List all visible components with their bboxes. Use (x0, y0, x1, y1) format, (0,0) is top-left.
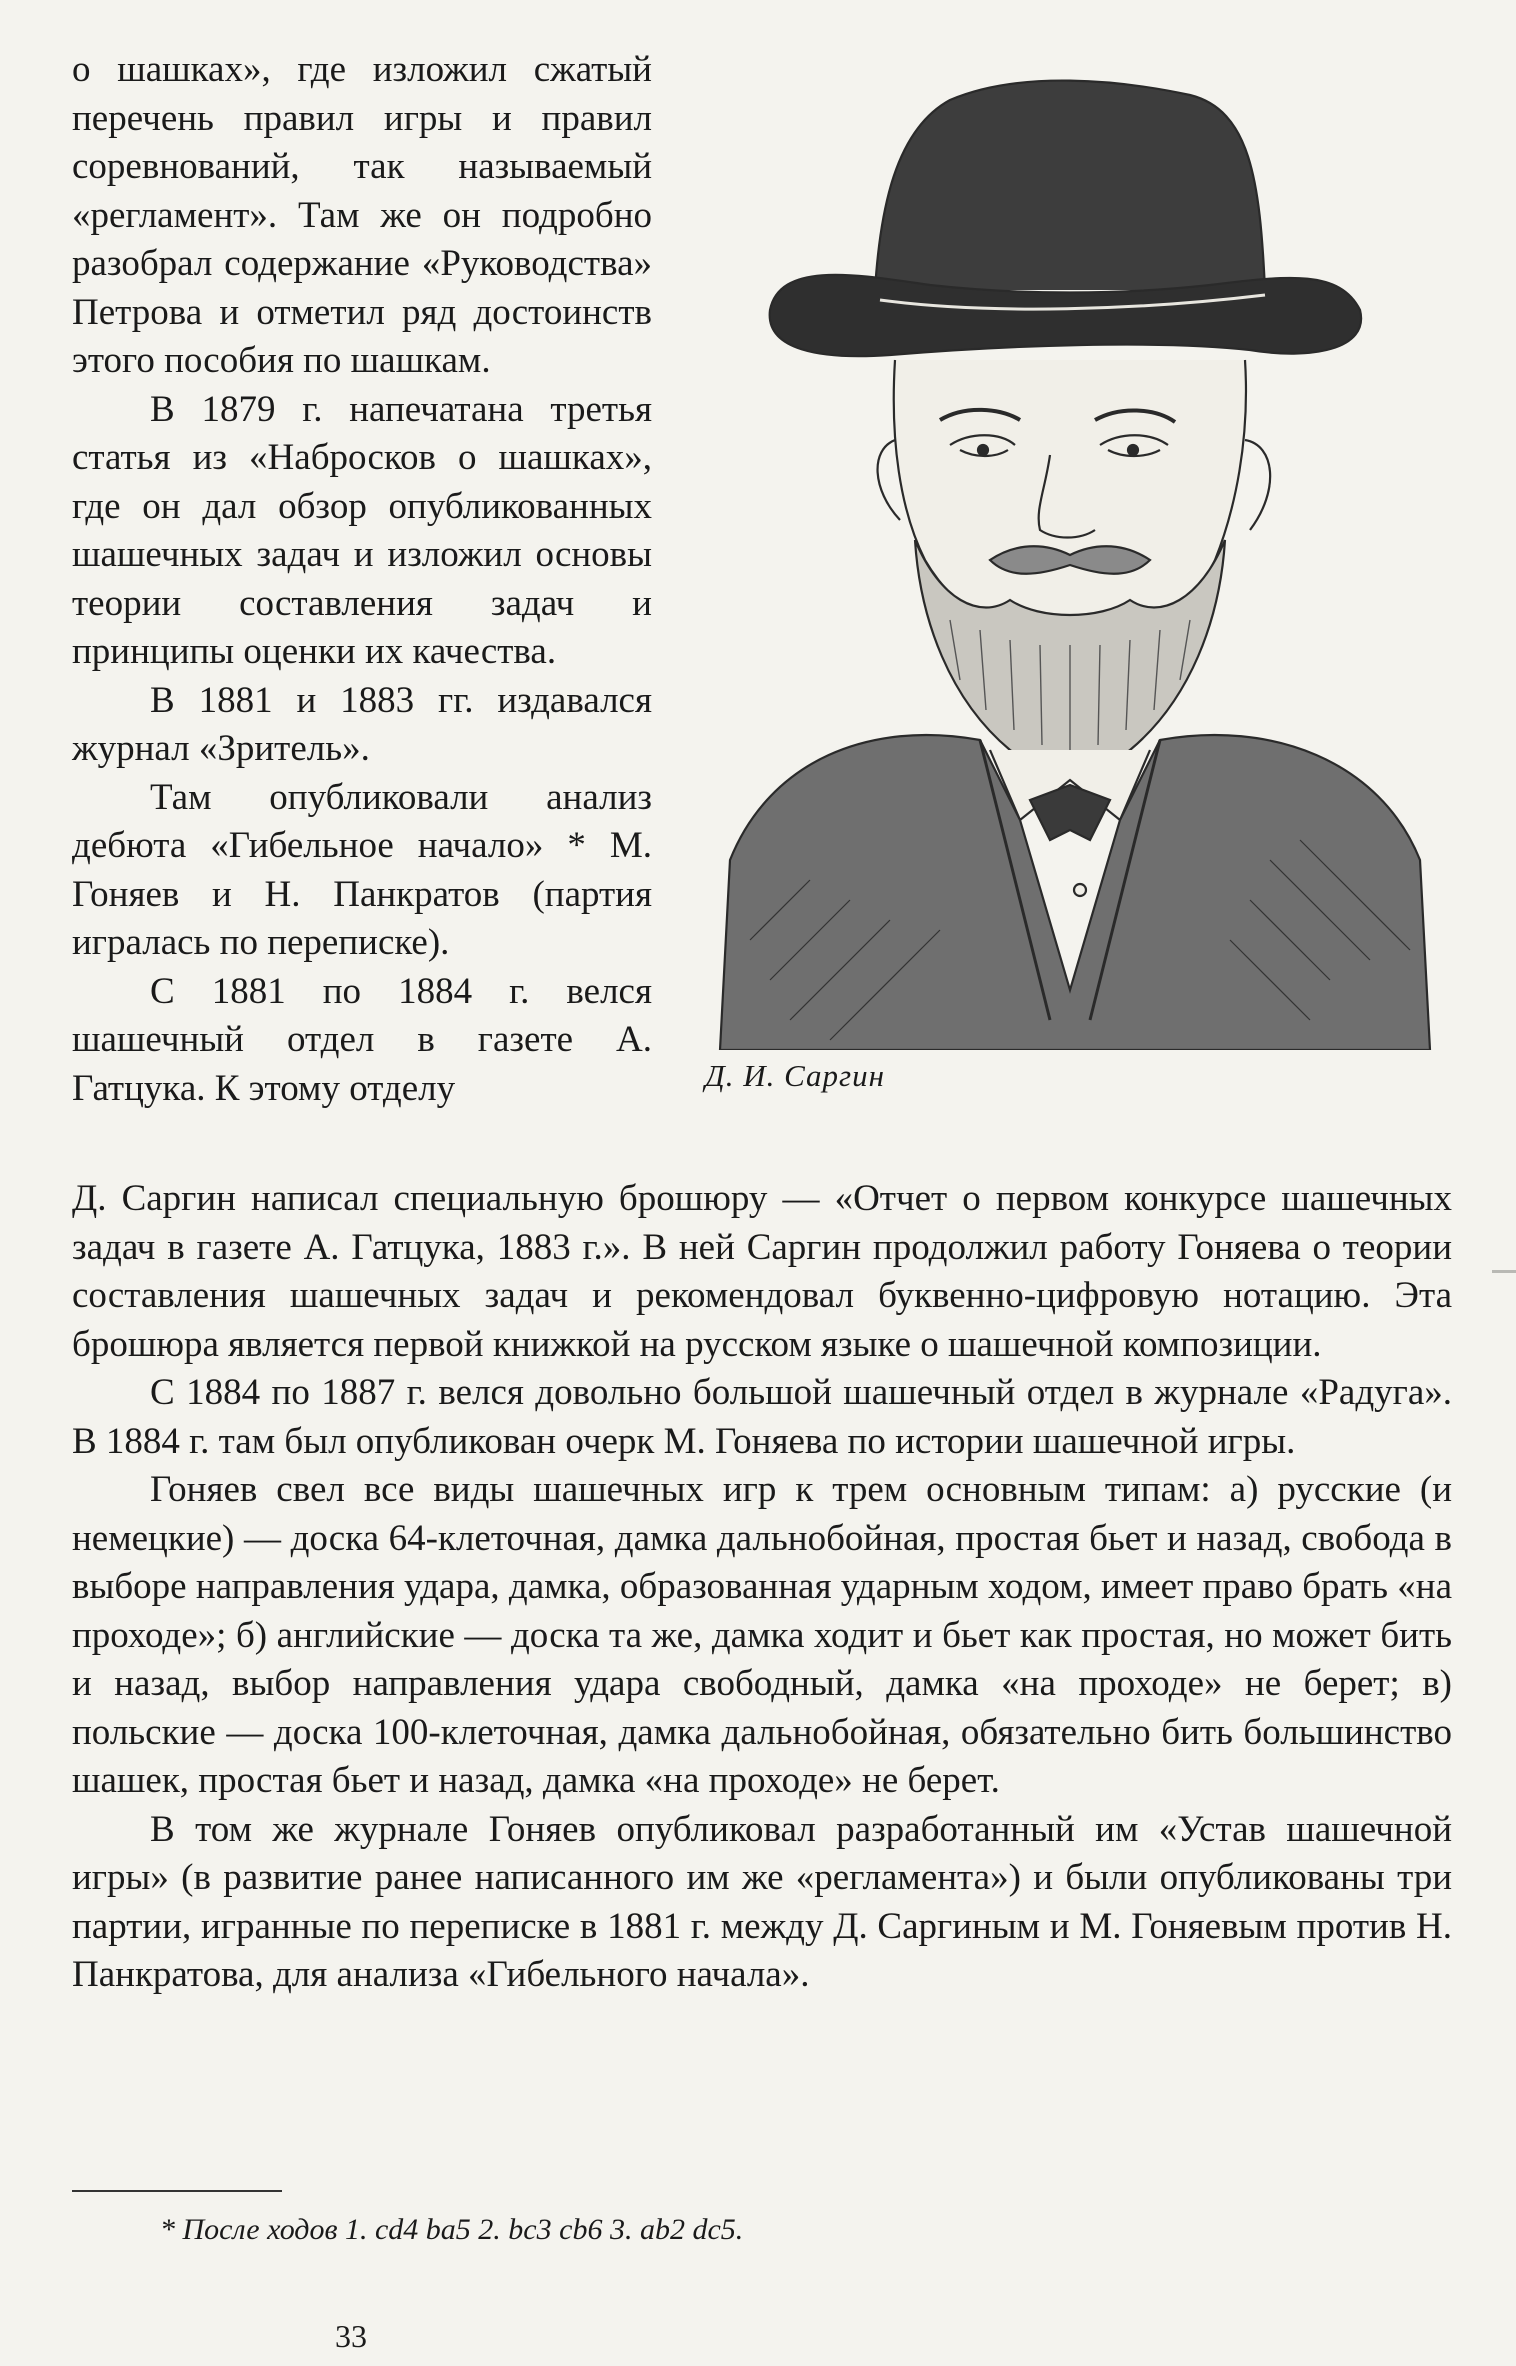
paragraph: Там опубликовали анализ дебюта «Гибельное начало» * М. Гоняев и Н. Панкратов (партия игралась по переписке). (72, 776, 652, 963)
footnote: * После ходов 1. cd4 ba5 2. bc3 cb6 3. ab2 dc5. (160, 2213, 744, 2246)
paragraph: С 1881 по 1884 г. велся шашечный отдел в газете А. Гатцука. К этому отделу (72, 970, 652, 1109)
portrait-illustration (690, 60, 1450, 1050)
page-number: 33 (335, 2318, 367, 2354)
paragraph: В том же журнале Гоняев опубликовал разработанный им «Устав шашечной игры» (в развитие ранее написанного им же «регламента») и были опубликованы три партии, игранные по переписке в 1881 г. между Д. Саргиным и М. Гоняевым против Н. Панкратова, для анализа «Гибельного начала». (72, 1808, 1452, 1995)
main-text-column (72, 1175, 1452, 2000)
paragraph: С 1884 по 1887 г. велся довольно большой шашечный отдел в журнале «Радуга». В 1884 г. там был опубликован очерк М. Гоняева по истории шашечной игры. (72, 1372, 1452, 1462)
edge-mark (1492, 1270, 1516, 1273)
portrait-caption: Д. И. Саргин (705, 1058, 885, 1093)
left-text-column (72, 46, 652, 1113)
paragraph: Гоняев свел все виды шашечных игр к трем основным типам: а) русские (и немецкие) — доска 64-клеточная, дамка дальнобойная, простая бьет и назад, свобода в выборе направления удара, дамка, образованная ударным ходом, имеет право брать «на проходе»; б) английские — доска та же, дамка ходит и бьет как простая, но может бить и назад, выбор направления удара свободный, дамка «на проходе» не берет; в) польские — доска 100-клеточная, дамка дальнобойная, обязательно бить большинство шашек, простая бьет и назад, дамка «на проходе» не берет. (72, 1469, 1452, 1801)
footnote-divider (72, 2190, 282, 2192)
paragraph: Д. Саргин написал специальную брошюру — «Отчет о первом конкурсе шашечных задач в газете А. Гатцука, 1883 г.». В ней Саргин продолжил работу Гоняева о теории составления шашечных задач и рекомендовал буквенно-цифровую нотацию. Эта брошюра является первой книжкой на русском языке о шашечной композиции. (72, 1178, 1452, 1365)
paragraph: В 1881 и 1883 гг. издавался журнал «Зритель». (72, 679, 652, 769)
paragraph: о шашках», где изложил сжатый перечень правил игры и правил соревнований, так называемый «регламент». Там же он подробно разобрал содержание «Руководства» Петрова и отметил ряд достоинств этого пособия по шашкам. (72, 49, 652, 381)
paragraph: В 1879 г. напечатана третья статья из «Набросков о шашках», где он дал обзор опубликованных шашечных задач и изложил основы теории составления задач и принципы оценки их качества. (72, 388, 652, 672)
